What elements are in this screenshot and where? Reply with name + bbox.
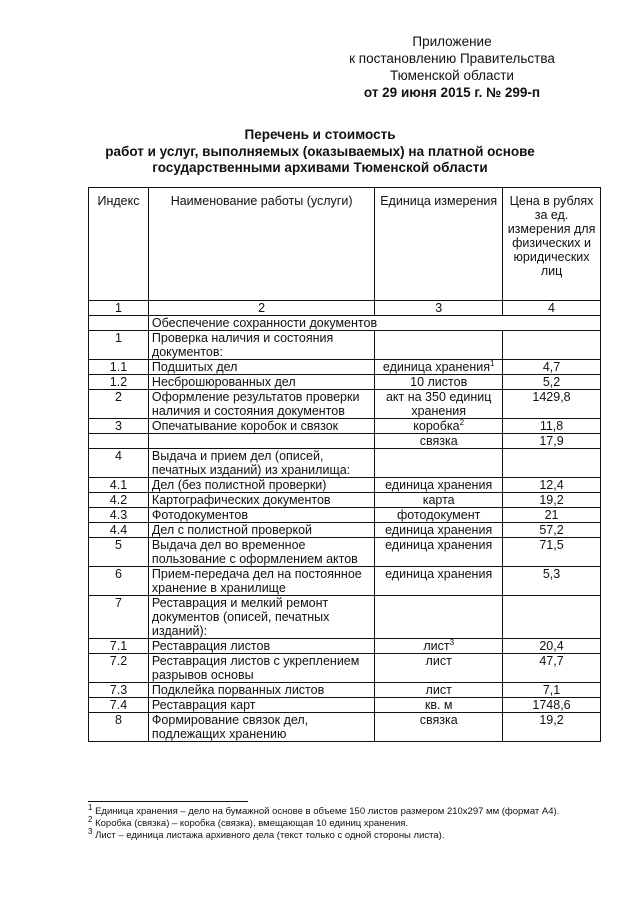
- footnote: [88, 802, 603, 818]
- section-row: [89, 316, 601, 331]
- row-index-text: 1.1: [109, 360, 128, 374]
- footnote-divider: [88, 801, 248, 802]
- row-price: [503, 419, 601, 434]
- row-name: [148, 360, 374, 375]
- row-price-text: 19,2: [539, 713, 564, 727]
- appendix-line-1: Приложение: [412, 34, 492, 49]
- row-price-text: 57,2: [539, 523, 564, 537]
- row-name-text: Формирование связок дел, подлежащих хранению: [151, 713, 309, 741]
- row-index-text: 5: [114, 538, 122, 552]
- row-unit-text: связка: [419, 434, 458, 448]
- row-name-text: Фотодокументов: [151, 508, 248, 522]
- table-row: [89, 596, 601, 639]
- row-unit: [375, 449, 503, 478]
- row-price-text: 1429,8: [532, 390, 571, 404]
- row-name-text: Выдача дел во временное пользование с оформлением актов: [151, 538, 358, 566]
- row-name: [148, 654, 374, 683]
- row-price: [503, 434, 601, 449]
- row-price: [503, 493, 601, 508]
- row-index: [89, 567, 149, 596]
- row-unit-text: лист: [425, 683, 452, 697]
- row-unit: [375, 493, 503, 508]
- row-price: [503, 596, 601, 639]
- row-unit: [375, 508, 503, 523]
- row-index: [89, 698, 149, 713]
- row-index: [89, 713, 149, 742]
- row-price: [503, 375, 601, 390]
- footnote-number: 1: [88, 802, 93, 812]
- row-name: [148, 449, 374, 478]
- table-row: [89, 493, 601, 508]
- row-unit-text: кв. м: [424, 698, 453, 712]
- row-name: [148, 493, 374, 508]
- row-name-text: Реставрация и мелкий ремонт документов (описей, печатных изданий):: [151, 596, 330, 638]
- row-index: [89, 390, 149, 419]
- appendix-line-3: Тюменской области: [390, 68, 514, 83]
- row-price: [503, 683, 601, 698]
- table-row: [89, 523, 601, 538]
- row-name-text: Выдача и прием дел (описей, печатных изданий) из хранилища:: [151, 449, 351, 477]
- row-name: [148, 434, 374, 449]
- row-price-text: 7,1: [542, 683, 561, 697]
- row-index: [89, 375, 149, 390]
- row-unit: [375, 375, 503, 390]
- row-index: [89, 478, 149, 493]
- header-unit: Единица измерения: [375, 188, 503, 301]
- row-price-text: 17,9: [539, 434, 564, 448]
- row-price: [503, 713, 601, 742]
- header-index: Индекс: [89, 188, 149, 301]
- footnote: [88, 826, 603, 842]
- row-unit: [375, 360, 503, 375]
- row-unit-text: акт на 350 единиц хранения: [385, 390, 492, 418]
- row-price: [503, 508, 601, 523]
- title-line-3: государственными архивами Тюменской области: [152, 160, 488, 175]
- row-index: [89, 360, 149, 375]
- row-name-text: Реставрация листов с укреплением разрывов основы: [151, 654, 360, 682]
- row-unit: [375, 523, 503, 538]
- row-unit-text: единица хранения: [385, 478, 493, 492]
- table-row: [89, 419, 601, 434]
- row-index: [89, 523, 149, 538]
- row-price-text: 19,2: [539, 493, 564, 507]
- table-row: [89, 449, 601, 478]
- row-index: [89, 683, 149, 698]
- row-name-text: Прием-передача дел на постоянное хранение в хранилище: [151, 567, 362, 595]
- row-price: [503, 360, 601, 375]
- row-index-text: 7.4: [109, 698, 128, 712]
- section-title: Обеспечение сохранности документов: [148, 316, 600, 331]
- row-name-text: Оформление результатов проверки наличия и состояния документов: [151, 390, 360, 418]
- row-unit-text: единица хранения: [385, 538, 493, 552]
- row-name: [148, 508, 374, 523]
- row-unit-text: единица хранения: [385, 567, 493, 581]
- row-index: [89, 508, 149, 523]
- row-unit-text: единица хранения: [382, 360, 490, 374]
- row-name: [148, 419, 374, 434]
- row-price: [503, 538, 601, 567]
- row-index-text: 7.2: [109, 654, 128, 668]
- footnote-marker: 3: [449, 637, 455, 647]
- row-index-text: 4.2: [109, 493, 128, 507]
- row-index-text: 4.1: [109, 478, 128, 492]
- row-name: [148, 390, 374, 419]
- table-row: [89, 375, 601, 390]
- title-line-1: Перечень и стоимость: [244, 127, 396, 142]
- row-name: [148, 713, 374, 742]
- row-unit-text: связка: [419, 713, 458, 727]
- row-price: [503, 449, 601, 478]
- header-price: Цена в рублях за ед. измерения для физических и юридических лиц: [503, 188, 601, 301]
- row-unit-text: карта: [422, 493, 455, 507]
- row-unit: [375, 419, 503, 434]
- row-unit-text: единица хранения: [385, 523, 493, 537]
- row-price-text: 5,3: [542, 567, 561, 581]
- row-name: [148, 331, 374, 360]
- row-index-text: 1.2: [109, 375, 128, 389]
- row-price: [503, 478, 601, 493]
- row-index-text: 6: [114, 567, 122, 581]
- row-index: [89, 449, 149, 478]
- row-name: [148, 523, 374, 538]
- row-name: [148, 567, 374, 596]
- row-name-text: Дел (без полистной проверки): [151, 478, 327, 492]
- row-name-text: Картографических документов: [151, 493, 331, 507]
- row-name-text: Дел с полистной проверкой: [151, 523, 313, 537]
- section-index-cell: [89, 316, 149, 331]
- row-index-text: 7: [114, 596, 122, 610]
- row-name: [148, 698, 374, 713]
- row-index: [89, 639, 149, 654]
- table-row: [89, 390, 601, 419]
- row-price: [503, 639, 601, 654]
- row-price-text: 1748,6: [532, 698, 571, 712]
- table-row: [89, 654, 601, 683]
- title-line-2: работ и услуг, выполняемых (оказываемых) на платной основе: [105, 143, 535, 159]
- table-row: [89, 508, 601, 523]
- row-index: [89, 331, 149, 360]
- row-price-text: 21: [544, 508, 559, 522]
- row-unit: [375, 698, 503, 713]
- appendix-date-number: от 29 июня 2015 г. № 299-п: [363, 85, 541, 100]
- row-index-text: 4: [114, 449, 122, 463]
- row-price: [503, 654, 601, 683]
- table-header-row: [89, 188, 601, 301]
- row-price-text: 11,8: [539, 419, 564, 433]
- column-number: 3: [375, 301, 503, 316]
- document-title: [95, 127, 545, 177]
- table-row: [89, 478, 601, 493]
- table-row: [89, 683, 601, 698]
- row-unit-text: лист: [425, 654, 452, 668]
- footnote-number: 2: [88, 814, 93, 824]
- footnote: [88, 814, 603, 830]
- row-name: [148, 375, 374, 390]
- row-index-text: 4.3: [109, 508, 128, 522]
- table-row: [89, 434, 601, 449]
- row-index: [89, 654, 149, 683]
- appendix-header: [322, 33, 582, 101]
- row-unit: [375, 683, 503, 698]
- header-name: Наименование работы (услуги): [148, 188, 374, 301]
- table-row: [89, 331, 601, 360]
- row-index-text: 1: [114, 331, 122, 345]
- row-name-text: Подшитых дел: [151, 360, 238, 374]
- footnote-marker: 2: [459, 417, 465, 427]
- row-name: [148, 639, 374, 654]
- row-index: [89, 538, 149, 567]
- row-name-text: Опечатывание коробок и связок: [151, 419, 339, 433]
- row-index-text: 7.3: [109, 683, 128, 697]
- row-unit-text: коробка: [413, 419, 460, 433]
- footnote-marker: 1: [490, 358, 495, 368]
- table-row: [89, 567, 601, 596]
- column-number-row: [89, 301, 601, 316]
- appendix-line-2: к постановлению Правительства: [349, 51, 555, 66]
- footnote-text: Коробка (связка) – коробка (связка), вмещающая 10 единиц хранения.: [92, 818, 409, 829]
- row-name-text: Проверка наличия и состояния документов:: [151, 331, 334, 359]
- table-row: [89, 538, 601, 567]
- footnote-number: 3: [88, 826, 93, 836]
- row-unit: [375, 331, 503, 360]
- row-name: [148, 596, 374, 639]
- footnote-text: Единица хранения – дело на бумажной основе в объеме 150 листов размером 210x297 мм (формат А4).: [92, 806, 560, 817]
- row-unit: [375, 639, 503, 654]
- row-name-text: Несброшюрованных дел: [151, 375, 296, 389]
- row-unit: [375, 390, 503, 419]
- row-index-text: 7.1: [109, 639, 128, 653]
- row-index-text: 2: [114, 390, 122, 404]
- table-row: [89, 639, 601, 654]
- row-unit: [375, 654, 503, 683]
- row-unit: [375, 713, 503, 742]
- row-price: [503, 390, 601, 419]
- row-name-text: Реставрация карт: [151, 698, 256, 712]
- row-index-text: 3: [114, 419, 122, 433]
- footnotes: [88, 802, 603, 842]
- row-price-text: 12,4: [539, 478, 564, 492]
- column-number: 4: [503, 301, 601, 316]
- row-name: [148, 683, 374, 698]
- column-number: 2: [148, 301, 374, 316]
- row-price-text: 71,5: [539, 538, 564, 552]
- row-index: [89, 419, 149, 434]
- row-price-text: 4,7: [542, 360, 561, 374]
- row-price: [503, 698, 601, 713]
- row-unit: [375, 478, 503, 493]
- row-index: [89, 493, 149, 508]
- row-index-text: 8: [114, 713, 122, 727]
- row-price-text: 47,7: [539, 654, 564, 668]
- row-name: [148, 478, 374, 493]
- row-name: [148, 538, 374, 567]
- row-price: [503, 567, 601, 596]
- row-unit: [375, 596, 503, 639]
- price-table: [88, 187, 601, 742]
- row-unit-text: фотодокумент: [396, 508, 481, 522]
- row-price-text: 20,4: [539, 639, 564, 653]
- row-name-text: Подклейка порванных листов: [151, 683, 325, 697]
- row-index: [89, 596, 149, 639]
- row-price: [503, 331, 601, 360]
- row-unit: [375, 434, 503, 449]
- row-unit-text: лист: [423, 639, 450, 653]
- row-unit-text: 10 листов: [410, 375, 468, 389]
- row-price-text: 5,2: [542, 375, 561, 389]
- table-row: [89, 713, 601, 742]
- row-name-text: Реставрация листов: [151, 639, 271, 653]
- row-unit: [375, 538, 503, 567]
- column-number: 1: [89, 301, 149, 316]
- row-index: [89, 434, 149, 449]
- table-row: [89, 360, 601, 375]
- table-row: [89, 698, 601, 713]
- footnote-text: Лист – единица листажа архивного дела (текст только с одной стороны листа).: [92, 830, 445, 841]
- row-unit: [375, 567, 503, 596]
- row-index-text: 4.4: [109, 523, 128, 537]
- row-price: [503, 523, 601, 538]
